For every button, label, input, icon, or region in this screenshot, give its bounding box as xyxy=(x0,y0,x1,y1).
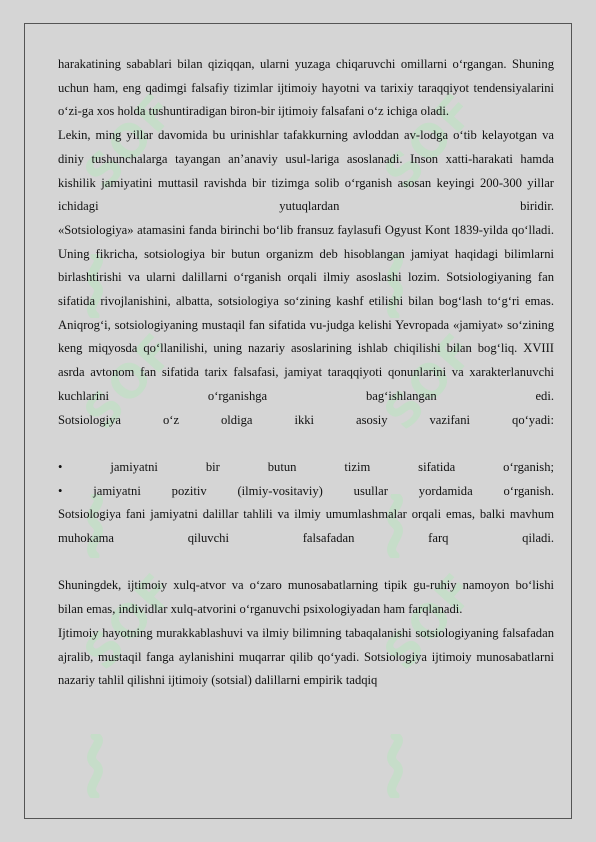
document-page xyxy=(24,23,572,819)
watermark-text: SOF xyxy=(73,562,187,680)
watermark-text: SOF xyxy=(373,562,487,680)
watermark-logo-icon xyxy=(77,734,113,798)
paragraph-tasks: Sotsiologiya o‘z oldiga ikki asosiy vazifani qo‘yadi: xyxy=(58,412,554,427)
list-item: • jamiyatni bir butun tizim sifatida o‘rganish; xyxy=(58,459,554,474)
document-body xyxy=(58,53,554,693)
watermark-text: SOF xyxy=(73,82,187,200)
paragraph-history: Lekin, ming yillar davomida bu urinishlar tafakkurning avloddan av-lodga o‘tib kelayotgan va diniy tushunchalarga tayangan an’anaviy usul-lariga asoslanadi. Inson xatti-harakati hamda kishilik jamiyatini muttasil ravishda bir tizimga solib o‘rganish asosan keyingi 200-300 yillar ichidagi yutuqlardan biridir. xyxy=(58,128,554,214)
paragraph-difference-psychology: Shuningdek, ijtimoiy xulq-atvor va o‘zaro munosabatlarning tipik gu-ruhiy namoyon bo‘lishi bilan emas, individlar xulq-atvorini o‘rganuvchi psixologiyadan ham farqlanadi. xyxy=(58,578,554,617)
paragraph-separation: Ijtimoiy hayotning murakkablashuvi va ilmiy bilimning tabaqalanishi sotsiologiyaning falsafadan ajralib, mustaqil fanga aylanishini muqarrar qilib qo‘yadi. Sotsiologiya ijtimoiy munosabatlarni nazariy tahlil qilishni ijtimoiy (sotsial) dalillarni empirik tadqiq xyxy=(58,625,554,688)
blank-line xyxy=(58,551,554,575)
blank-line xyxy=(58,432,554,456)
paragraph-difference-philosophy: Sotsiologiya fani jamiyatni dalillar tahlili va ilmiy umumlashmalar orqali emas, balki mavhum muhokama qiluvchi falsafadan farq qiladi. xyxy=(58,507,554,546)
watermark-logo-icon xyxy=(377,734,413,798)
list-item: • jamiyatni pozitiv (ilmiy-vositaviy) usullar yordamida o‘rganish. xyxy=(58,483,554,498)
watermark-text: SOF xyxy=(73,322,187,440)
paragraph-intro: harakatining sabablari bilan qiziqqan, ularni yuzaga chiqaruvchi omillarni o‘rgangan. Shuning uchun ham, eng qadimgi falsafiy tizimlar ijtimoiy hayotni va tarixiy taraqqiyot tendensiyalarini o‘zi-ga xos holda tushuntiradigan biron-bir ijtimoiy falsafani o‘z ichiga oladi. xyxy=(58,57,554,119)
watermark-text: SOF xyxy=(373,82,487,200)
paragraph-kont: «Sotsiologiya» atamasini fanda birinchi bo‘lib fransuz faylasufi Ogyust Kont 1839-yilda qo‘lladi. Uning fikricha, sotsiologiya bir butun organizm deb hisoblangan jamiyat haqidagi bilimlarni birlashtirishi va ularni dalillarni o‘rganish orqali ilmiy asoslashi lozim. Sotsiologiyaning fan sifatida rivojlanishini, albatta, sotsiologiya so‘zining kashf etilishi bilan bog‘lash to‘g‘ri emas. Aniqrog‘i, sotsiologiyaning mustaqil fan sifatida vu-judga kelishi Yevropada «jamiyat» so‘zining keng miqyosda qo‘llanilishi, uning nazariy asoslarining ishlab chiqilishi bilan bog‘liq. XVIII asrda avtonom fan sifatida tarix falsafasi, jamiyat taraqqiyoti qonunlarini va xarakterlanuvchi kuchlarini o‘rganishga bag‘ishlangan edi. xyxy=(58,222,554,403)
watermark-text: SOF xyxy=(373,322,487,440)
